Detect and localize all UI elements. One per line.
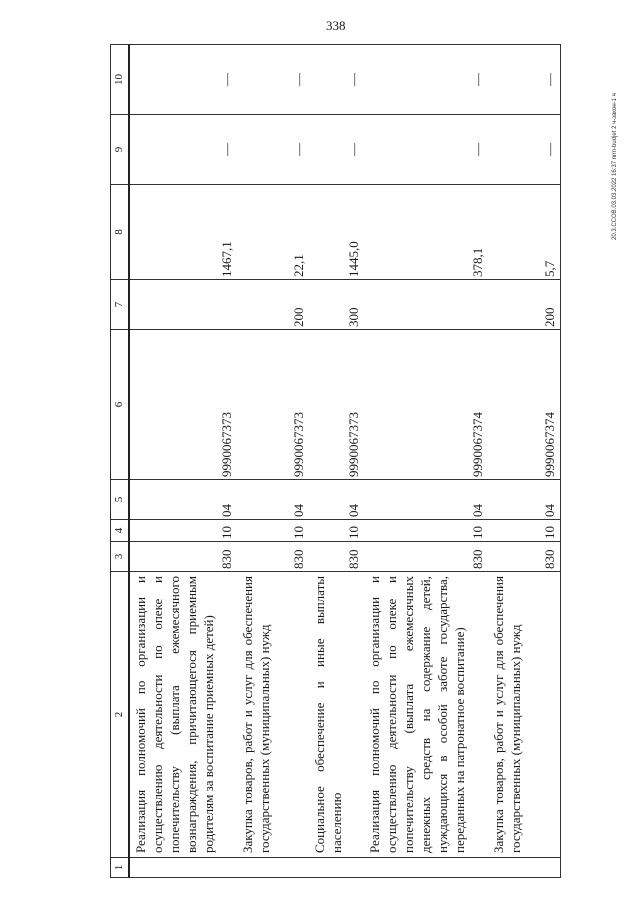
- cell-section: 10: [488, 520, 560, 542]
- table-row: [129, 45, 237, 878]
- cell-ministry: 830: [364, 542, 488, 572]
- budget-table: [110, 44, 561, 878]
- cell-col10: —: [488, 45, 560, 115]
- cell-empty: [237, 858, 309, 878]
- row-description: Социальное обеспечение и иные выплаты населению: [309, 572, 364, 858]
- cell-ministry: 830: [129, 542, 237, 572]
- cell-empty: [488, 858, 560, 878]
- cell-ministry: 830: [237, 542, 309, 572]
- cell-col9: —: [237, 115, 309, 185]
- cell-col9: —: [309, 115, 364, 185]
- cell-ministry: 830: [488, 542, 560, 572]
- header-cell: 2: [111, 572, 130, 858]
- cell-col10: —: [364, 45, 488, 115]
- row-description: Реализация полномочий по организации и осуществлению деятельности по опеке и попечительству (выплата ежемесячного вознаграждения, причитающегося приемным родителям за воспитание приемных детей): [129, 572, 237, 858]
- budget-table-rotated: [110, 45, 596, 878]
- table-row: [309, 45, 364, 878]
- table-row: [488, 45, 560, 878]
- header-row: [111, 45, 130, 878]
- cell-empty: [129, 858, 237, 878]
- cell-amount: 22,1: [237, 185, 309, 280]
- cell-target: 9990067374: [364, 330, 488, 480]
- row-description: Закупка товаров, работ и услуг для обеспечения государственных (муниципальных) нужд: [488, 572, 560, 858]
- cell-empty: [364, 858, 488, 878]
- header-cell: 8: [111, 185, 130, 280]
- cell-subsection: 04: [488, 480, 560, 520]
- cell-type: 200: [488, 280, 560, 330]
- cell-col9: —: [129, 115, 237, 185]
- header-cell: 6: [111, 330, 130, 480]
- cell-target: 9990067373: [237, 330, 309, 480]
- row-description: Закупка товаров, работ и услуг для обеспечения государственных (муниципальных) нужд: [237, 572, 309, 858]
- table-row: [237, 45, 309, 878]
- cell-subsection: 04: [309, 480, 364, 520]
- cell-type: 300: [309, 280, 364, 330]
- side-note: 20.3.CCOB.03.03.2022 16:37 nrm-budjet 2 ч-закон-1 ч: [612, 93, 618, 240]
- cell-section: 10: [129, 520, 237, 542]
- cell-target: 9990067373: [129, 330, 237, 480]
- header-cell: 5: [111, 480, 130, 520]
- cell-subsection: 04: [237, 480, 309, 520]
- cell-section: 10: [237, 520, 309, 542]
- cell-type: [364, 280, 488, 330]
- header-cell: 3: [111, 542, 130, 572]
- header-cell: 9: [111, 115, 130, 185]
- cell-amount: 1445,0: [309, 185, 364, 280]
- cell-amount: 1467,1: [129, 185, 237, 280]
- header-cell: 7: [111, 280, 130, 330]
- cell-target: 9990067374: [488, 330, 560, 480]
- header-cell: 1: [111, 858, 130, 878]
- cell-col10: —: [309, 45, 364, 115]
- cell-amount: 5,7: [488, 185, 560, 280]
- header-cell: 4: [111, 520, 130, 542]
- cell-amount: 378,1: [364, 185, 488, 280]
- cell-col10: —: [129, 45, 237, 115]
- cell-subsection: 04: [129, 480, 237, 520]
- cell-col9: —: [364, 115, 488, 185]
- row-description: Реализация полномочий по организации и осуществлению деятельности по опеке и попечительству (выплата ежемесячных денежных средств на содержание детей, нуждающихся в особой заботе государства, переданных на патронатное воспитание): [364, 572, 488, 858]
- cell-type: 200: [237, 280, 309, 330]
- cell-section: 10: [309, 520, 364, 542]
- cell-empty: [309, 858, 364, 878]
- cell-target: 9990067373: [309, 330, 364, 480]
- cell-subsection: 04: [364, 480, 488, 520]
- header-cell: 10: [111, 45, 130, 115]
- cell-type: [129, 280, 237, 330]
- table-row: [364, 45, 488, 878]
- page-number: 338: [326, 18, 346, 33]
- cell-section: 10: [364, 520, 488, 542]
- cell-col9: —: [488, 115, 560, 185]
- cell-ministry: 830: [309, 542, 364, 572]
- cell-col10: —: [237, 45, 309, 115]
